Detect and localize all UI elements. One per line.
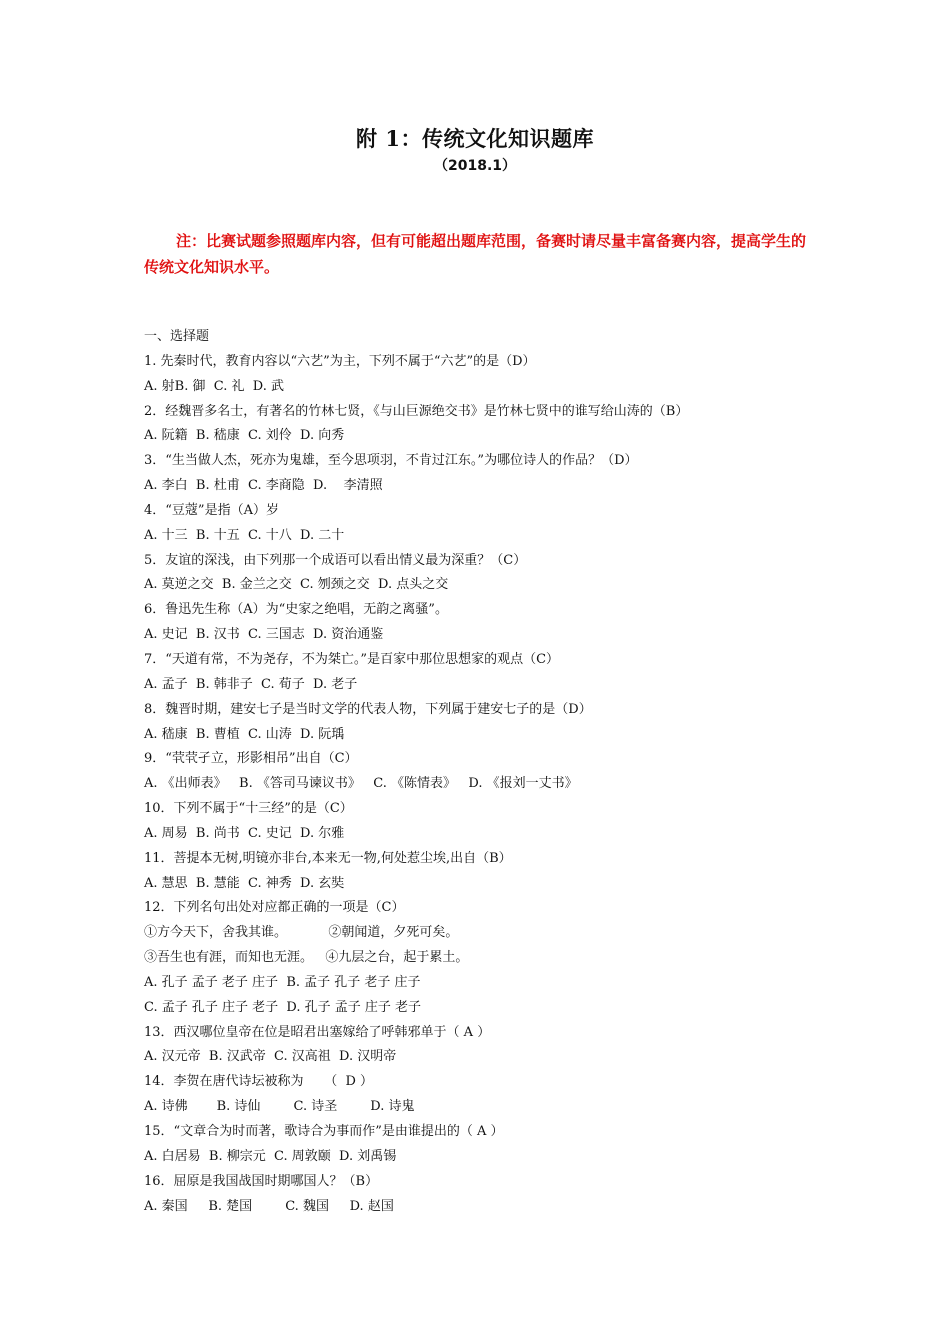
answer-options: A. 李白 B. 杜甫 C. 李商隐 D. 李清照 [144, 478, 383, 494]
question-text: 7．“天道有常，不为尧存，不为桀亡。”是百家中那位思想家的观点（C） [144, 651, 560, 667]
question-text: 11．菩提本无树,明镜亦非台,本来无一物,何处惹尘埃,出自（B） [144, 850, 512, 866]
question-list [144, 325, 824, 1219]
question-text: 14．李贺在唐代诗坛被称为 （ D ） [144, 1074, 374, 1090]
answer-options: A. 诗佛 B. 诗仙 C. 诗圣 D. 诗鬼 [144, 1099, 415, 1115]
question-text: 3．“生当做人杰，死亦为鬼雄，至今思项羽，不肯过江东。”为哪位诗人的作品？（D） [144, 453, 638, 469]
answer-options: A. 周易 B. 尚书 C. 史记 D. 尔雅 [144, 825, 345, 841]
question-text: 9．“茕茕孑立，形影相吊”出自（C） [144, 751, 358, 767]
competition-note: 注：比赛试题参照题库内容，但有可能超出题库范围，备赛时请尽量丰富备赛内容，提高学生的传统文化知识水平。 [144, 232, 807, 276]
answer-options: A. 孟子 B. 韩非子 C. 荀子 D. 老子 [144, 676, 358, 692]
question-text: 1. 先秦时代，教育内容以“六艺”为主，下列不属于“六艺”的是（D） [144, 353, 536, 369]
document-title: 附 1：传统文化知识题库 [356, 126, 594, 151]
answer-options: ③吾生也有涯，而知也无涯。 ④九层之台，起于累土。 [144, 950, 469, 966]
question-text: 13．西汉哪位皇帝在位是昭君出塞嫁给了呼韩邪单于（ A ） [144, 1024, 491, 1040]
question-text: 2．经魏晋多名士，有著名的竹林七贤，《与山巨源绝交书》是竹林七贤中的谁写给山涛的（B） [144, 403, 689, 419]
answer-options: ①方今天下，舍我其谁。 ②朝闻道，夕死可矣。 [144, 925, 459, 941]
question-text: 6．鲁迅先生称（A）为“史家之绝唱，无韵之离骚”。 [144, 602, 448, 618]
answer-options: A. 慧思 B. 慧能 C. 神秀 D. 玄奘 [144, 875, 345, 891]
answer-options: A. 白居易 B. 柳宗元 C. 周敦颐 D. 刘禹锡 [144, 1148, 397, 1164]
question-text: 5．友谊的深浅，由下列那一个成语可以看出情义最为深重？（C） [144, 552, 527, 568]
answer-options: A. 史记 B. 汉书 C. 三国志 D. 资治通鉴 [144, 627, 384, 643]
answer-options: A. 秦国 B. 楚国 C. 魏国 D. 赵国 [144, 1198, 394, 1214]
section-heading: 一、选择题 [144, 329, 210, 344]
answer-options: A. 莫逆之交 B. 金兰之交 C. 刎颈之交 D. 点头之交 [144, 577, 449, 593]
answer-options: A. 阮籍 B. 嵇康 C. 刘伶 D. 向秀 [144, 428, 345, 444]
answer-options: A. 汉元帝 B. 汉武帝 C. 汉高祖 D. 汉明帝 [144, 1049, 397, 1065]
question-text: 16．屈原是我国战国时期哪国人？（B） [144, 1173, 379, 1189]
answer-options: C. 孟子 孔子 庄子 老子 D. 孔子 孟子 庄子 老子 [144, 999, 422, 1015]
document-date: （2018.1） [433, 158, 517, 174]
answer-options: A. 十三 B. 十五 C. 十八 D. 二十 [144, 527, 345, 543]
question-text: 8．魏晋时期，建安七子是当时文学的代表人物，下列属于建安七子的是（D） [144, 701, 592, 717]
answer-options: A. 射B. 御 C. 礼 D. 武 [144, 378, 284, 394]
answer-options: A. 孔子 孟子 老子 庄子 B. 孟子 孔子 老子 庄子 [144, 974, 421, 990]
question-text: 4．“豆蔻”是指（A）岁 [144, 502, 279, 518]
question-text: 10．下列不属于“十三经”的是（C） [144, 801, 353, 817]
answer-options: A. 嵇康 B. 曹植 C. 山涛 D. 阮瑀 [144, 726, 345, 742]
answer-options: A. 《出师表》 B. 《答司马谏议书》 C. 《陈情表》 D. 《报刘一丈书》 [144, 776, 578, 792]
question-text: 15．“文章合为时而著，歌诗合为事而作”是由谁提出的（ A ） [144, 1124, 504, 1139]
question-text: 12．下列名句出处对应都正确的一项是（C） [144, 900, 405, 916]
